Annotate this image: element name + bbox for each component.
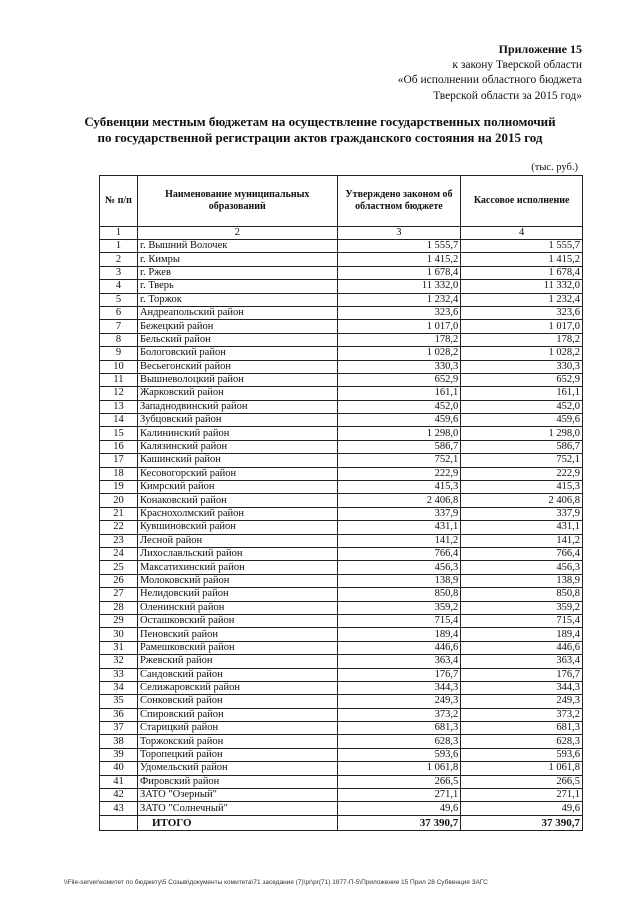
municipality-name: Бежецкий район — [137, 320, 337, 333]
row-number: 13 — [100, 400, 138, 413]
approved-amount: 330,3 — [337, 360, 461, 373]
municipality-name: Лесной район — [137, 534, 337, 547]
total-row — [100, 815, 583, 830]
row-number: 40 — [100, 762, 138, 775]
row-number: 20 — [100, 494, 138, 507]
row-number: 24 — [100, 547, 138, 560]
row-number: 4 — [100, 280, 138, 293]
table-row — [100, 454, 583, 467]
document-title-line-1: Субвенции местным бюджетам на осуществление государственных полномочий — [84, 114, 556, 129]
row-number: 1 — [100, 240, 138, 253]
municipality-name: Бельский район — [137, 333, 337, 346]
header-name: Наименование муниципальных образований — [137, 176, 337, 227]
table-row — [100, 748, 583, 761]
table-body — [100, 227, 583, 816]
row-number: 22 — [100, 521, 138, 534]
executed-amount: 222,9 — [461, 467, 583, 480]
row-number: 32 — [100, 655, 138, 668]
executed-amount: 373,2 — [461, 708, 583, 721]
municipality-name: Торопецкий район — [137, 748, 337, 761]
approved-amount: 766,4 — [337, 547, 461, 560]
approved-amount: 161,1 — [337, 387, 461, 400]
table-row — [100, 802, 583, 815]
row-number: 35 — [100, 695, 138, 708]
table-row — [100, 655, 583, 668]
municipality-name: Ржевский район — [137, 655, 337, 668]
municipality-name: Андреапольский район — [137, 306, 337, 319]
table-row — [100, 240, 583, 253]
executed-amount: 1 232,4 — [461, 293, 583, 306]
municipality-name: г. Торжок — [137, 293, 337, 306]
municipality-name: Кимрский район — [137, 481, 337, 494]
executed-amount: 415,3 — [461, 481, 583, 494]
column-index: 1 — [100, 227, 138, 240]
table-row — [100, 360, 583, 373]
column-index: 3 — [337, 227, 461, 240]
approved-amount: 249,3 — [337, 695, 461, 708]
row-number: 16 — [100, 440, 138, 453]
executed-amount: 11 332,0 — [461, 280, 583, 293]
executed-amount: 1 017,0 — [461, 320, 583, 333]
executed-amount: 715,4 — [461, 614, 583, 627]
executed-amount: 1 678,4 — [461, 266, 583, 279]
municipality-name: Удомельский район — [137, 762, 337, 775]
approved-amount: 222,9 — [337, 467, 461, 480]
table-row — [100, 588, 583, 601]
executed-amount: 752,1 — [461, 454, 583, 467]
row-number: 10 — [100, 360, 138, 373]
municipality-name: Селижаровский район — [137, 681, 337, 694]
approved-amount: 323,6 — [337, 306, 461, 319]
row-number: 39 — [100, 748, 138, 761]
executed-amount: 141,2 — [461, 534, 583, 547]
approved-amount: 459,6 — [337, 414, 461, 427]
appendix-line-3: Тверской области за 2015 год» — [433, 89, 582, 102]
row-number: 29 — [100, 614, 138, 627]
executed-amount: 652,9 — [461, 373, 583, 386]
table-row — [100, 534, 583, 547]
approved-amount: 2 406,8 — [337, 494, 461, 507]
row-number: 33 — [100, 668, 138, 681]
row-number: 42 — [100, 789, 138, 802]
executed-amount: 1 028,2 — [461, 347, 583, 360]
row-number: 12 — [100, 387, 138, 400]
approved-amount: 452,0 — [337, 400, 461, 413]
approved-amount: 49,6 — [337, 802, 461, 815]
table-row — [100, 681, 583, 694]
approved-amount: 628,3 — [337, 735, 461, 748]
table-row — [100, 494, 583, 507]
table-row — [100, 293, 583, 306]
executed-amount: 189,4 — [461, 628, 583, 641]
row-number: 5 — [100, 293, 138, 306]
file-path-footer: \\File-server\комитет по бюджету\5 Созыв\документы комитета\71 заседание (7)\pr\pr(71) 1877-П-5\Приложение 15 Прил 28 Субвенция ЗАГС — [64, 879, 488, 886]
row-number: 19 — [100, 481, 138, 494]
approved-amount: 189,4 — [337, 628, 461, 641]
header-executed: Кассовое исполнение — [461, 176, 583, 227]
executed-amount: 456,3 — [461, 561, 583, 574]
approved-amount: 11 332,0 — [337, 280, 461, 293]
row-number: 41 — [100, 775, 138, 788]
table-row — [100, 628, 583, 641]
header-number: № п/п — [100, 176, 138, 227]
table-row — [100, 601, 583, 614]
executed-amount: 359,2 — [461, 601, 583, 614]
row-number: 21 — [100, 507, 138, 520]
municipality-name: Молоковский район — [137, 574, 337, 587]
row-number: 26 — [100, 574, 138, 587]
table-row — [100, 574, 583, 587]
approved-amount: 178,2 — [337, 333, 461, 346]
header-approved: Утверждено законом об областном бюджете — [337, 176, 461, 227]
approved-amount: 456,3 — [337, 561, 461, 574]
row-number: 31 — [100, 641, 138, 654]
total-label: ИТОГО — [137, 815, 337, 830]
table-row — [100, 481, 583, 494]
executed-amount: 1 298,0 — [461, 427, 583, 440]
municipality-name: Западнодвинский район — [137, 400, 337, 413]
approved-amount: 1 415,2 — [337, 253, 461, 266]
table-header-row — [100, 176, 583, 227]
approved-amount: 373,2 — [337, 708, 461, 721]
table-row — [100, 333, 583, 346]
approved-amount: 344,3 — [337, 681, 461, 694]
municipality-name: Нелидовский район — [137, 588, 337, 601]
approved-amount: 271,1 — [337, 789, 461, 802]
approved-amount: 1 017,0 — [337, 320, 461, 333]
approved-amount: 1 555,7 — [337, 240, 461, 253]
row-number: 34 — [100, 681, 138, 694]
municipality-name: Пеновский район — [137, 628, 337, 641]
approved-amount: 1 061,8 — [337, 762, 461, 775]
table-row — [100, 521, 583, 534]
total-approved: 37 390,7 — [337, 815, 461, 830]
table-row — [100, 253, 583, 266]
approved-amount: 138,9 — [337, 574, 461, 587]
table-row — [100, 775, 583, 788]
table-row — [100, 427, 583, 440]
executed-amount: 2 406,8 — [461, 494, 583, 507]
municipality-name: Рамешковский район — [137, 641, 337, 654]
executed-amount: 249,3 — [461, 695, 583, 708]
row-number: 15 — [100, 427, 138, 440]
table-row — [100, 414, 583, 427]
table-row — [100, 668, 583, 681]
table-row — [100, 440, 583, 453]
executed-amount: 1 555,7 — [461, 240, 583, 253]
executed-amount: 1 415,2 — [461, 253, 583, 266]
approved-amount: 681,3 — [337, 722, 461, 735]
executed-amount: 337,9 — [461, 507, 583, 520]
municipality-name: Максатихинский район — [137, 561, 337, 574]
approved-amount: 1 298,0 — [337, 427, 461, 440]
municipality-name: Жарковский район — [137, 387, 337, 400]
municipality-name: Бологовский район — [137, 347, 337, 360]
column-index: 2 — [137, 227, 337, 240]
total-number-cell — [100, 815, 138, 830]
approved-amount: 141,2 — [337, 534, 461, 547]
appendix-line-2: «Об исполнении областного бюджета — [397, 74, 582, 86]
subventions-table — [99, 175, 583, 831]
table-row — [100, 266, 583, 279]
executed-amount: 176,7 — [461, 668, 583, 681]
approved-amount: 176,7 — [337, 668, 461, 681]
municipality-name: Торжокский район — [137, 735, 337, 748]
executed-amount: 593,6 — [461, 748, 583, 761]
municipality-name: Сандовский район — [137, 668, 337, 681]
executed-amount: 1 061,8 — [461, 762, 583, 775]
appendix-line-1: к закону Тверской области — [452, 58, 582, 71]
table-row — [100, 762, 583, 775]
approved-amount: 1 028,2 — [337, 347, 461, 360]
row-number: 25 — [100, 561, 138, 574]
table-row — [100, 320, 583, 333]
table-row — [100, 708, 583, 721]
table-row — [100, 735, 583, 748]
row-number: 6 — [100, 306, 138, 319]
executed-amount: 178,2 — [461, 333, 583, 346]
municipality-name: Оленинский район — [137, 601, 337, 614]
row-number: 3 — [100, 266, 138, 279]
municipality-name: Краснохолмский район — [137, 507, 337, 520]
column-index: 4 — [461, 227, 583, 240]
municipality-name: Конаковский район — [137, 494, 337, 507]
approved-amount: 715,4 — [337, 614, 461, 627]
municipality-name: г. Кимры — [137, 253, 337, 266]
municipality-name: ЗАТО "Солнечный" — [137, 802, 337, 815]
executed-amount: 431,1 — [461, 521, 583, 534]
approved-amount: 415,3 — [337, 481, 461, 494]
table-row — [100, 387, 583, 400]
row-number: 28 — [100, 601, 138, 614]
table-row — [100, 373, 583, 386]
municipality-name: ЗАТО "Озерный" — [137, 789, 337, 802]
approved-amount: 1 678,4 — [337, 266, 461, 279]
executed-amount: 49,6 — [461, 802, 583, 815]
municipality-name: Вышневолоцкий район — [137, 373, 337, 386]
executed-amount: 266,5 — [461, 775, 583, 788]
approved-amount: 266,5 — [337, 775, 461, 788]
row-number: 43 — [100, 802, 138, 815]
municipality-name: Сонковский район — [137, 695, 337, 708]
column-index-row — [100, 227, 583, 240]
executed-amount: 363,4 — [461, 655, 583, 668]
municipality-name: Осташковский район — [137, 614, 337, 627]
table-row — [100, 722, 583, 735]
executed-amount: 161,1 — [461, 387, 583, 400]
municipality-name: Спировский район — [137, 708, 337, 721]
executed-amount: 459,6 — [461, 414, 583, 427]
table-row — [100, 789, 583, 802]
municipality-name: Весьегонский район — [137, 360, 337, 373]
executed-amount: 330,3 — [461, 360, 583, 373]
executed-amount: 452,0 — [461, 400, 583, 413]
executed-amount: 446,6 — [461, 641, 583, 654]
units-note: (тыс. руб.) — [531, 162, 578, 173]
row-number: 30 — [100, 628, 138, 641]
total-executed: 37 390,7 — [461, 815, 583, 830]
municipality-name: г. Тверь — [137, 280, 337, 293]
appendix-header — [398, 42, 582, 104]
row-number: 38 — [100, 735, 138, 748]
municipality-name: Кесовогорский район — [137, 467, 337, 480]
table-row — [100, 467, 583, 480]
row-number: 2 — [100, 253, 138, 266]
municipality-name: Калининский район — [137, 427, 337, 440]
table-row — [100, 547, 583, 560]
document-title-line-2: по государственной регистрации актов гражданского состояния на 2015 год — [97, 130, 543, 145]
document-title — [60, 114, 580, 146]
row-number: 7 — [100, 320, 138, 333]
table-row — [100, 614, 583, 627]
table-row — [100, 306, 583, 319]
row-number: 36 — [100, 708, 138, 721]
executed-amount: 766,4 — [461, 547, 583, 560]
row-number: 14 — [100, 414, 138, 427]
municipality-name: Кашинский район — [137, 454, 337, 467]
approved-amount: 652,9 — [337, 373, 461, 386]
appendix-title: Приложение 15 — [498, 42, 582, 56]
executed-amount: 681,3 — [461, 722, 583, 735]
approved-amount: 446,6 — [337, 641, 461, 654]
approved-amount: 1 232,4 — [337, 293, 461, 306]
row-number: 8 — [100, 333, 138, 346]
municipality-name: Фировский район — [137, 775, 337, 788]
row-number: 37 — [100, 722, 138, 735]
table-row — [100, 641, 583, 654]
approved-amount: 752,1 — [337, 454, 461, 467]
municipality-name: г. Ржев — [137, 266, 337, 279]
approved-amount: 359,2 — [337, 601, 461, 614]
executed-amount: 850,8 — [461, 588, 583, 601]
table-row — [100, 507, 583, 520]
executed-amount: 586,7 — [461, 440, 583, 453]
executed-amount: 628,3 — [461, 735, 583, 748]
row-number: 27 — [100, 588, 138, 601]
table-row — [100, 561, 583, 574]
table-row — [100, 280, 583, 293]
executed-amount: 271,1 — [461, 789, 583, 802]
approved-amount: 850,8 — [337, 588, 461, 601]
municipality-name: г. Вышний Волочек — [137, 240, 337, 253]
municipality-name: Калязинский район — [137, 440, 337, 453]
municipality-name: Кувшиновский район — [137, 521, 337, 534]
row-number: 17 — [100, 454, 138, 467]
approved-amount: 593,6 — [337, 748, 461, 761]
row-number: 11 — [100, 373, 138, 386]
table-row — [100, 695, 583, 708]
approved-amount: 363,4 — [337, 655, 461, 668]
row-number: 18 — [100, 467, 138, 480]
approved-amount: 586,7 — [337, 440, 461, 453]
table-row — [100, 347, 583, 360]
row-number: 23 — [100, 534, 138, 547]
executed-amount: 138,9 — [461, 574, 583, 587]
municipality-name: Старицкий район — [137, 722, 337, 735]
executed-amount: 323,6 — [461, 306, 583, 319]
municipality-name: Зубцовский район — [137, 414, 337, 427]
executed-amount: 344,3 — [461, 681, 583, 694]
approved-amount: 431,1 — [337, 521, 461, 534]
approved-amount: 337,9 — [337, 507, 461, 520]
municipality-name: Лихославльский район — [137, 547, 337, 560]
table-row — [100, 400, 583, 413]
row-number: 9 — [100, 347, 138, 360]
